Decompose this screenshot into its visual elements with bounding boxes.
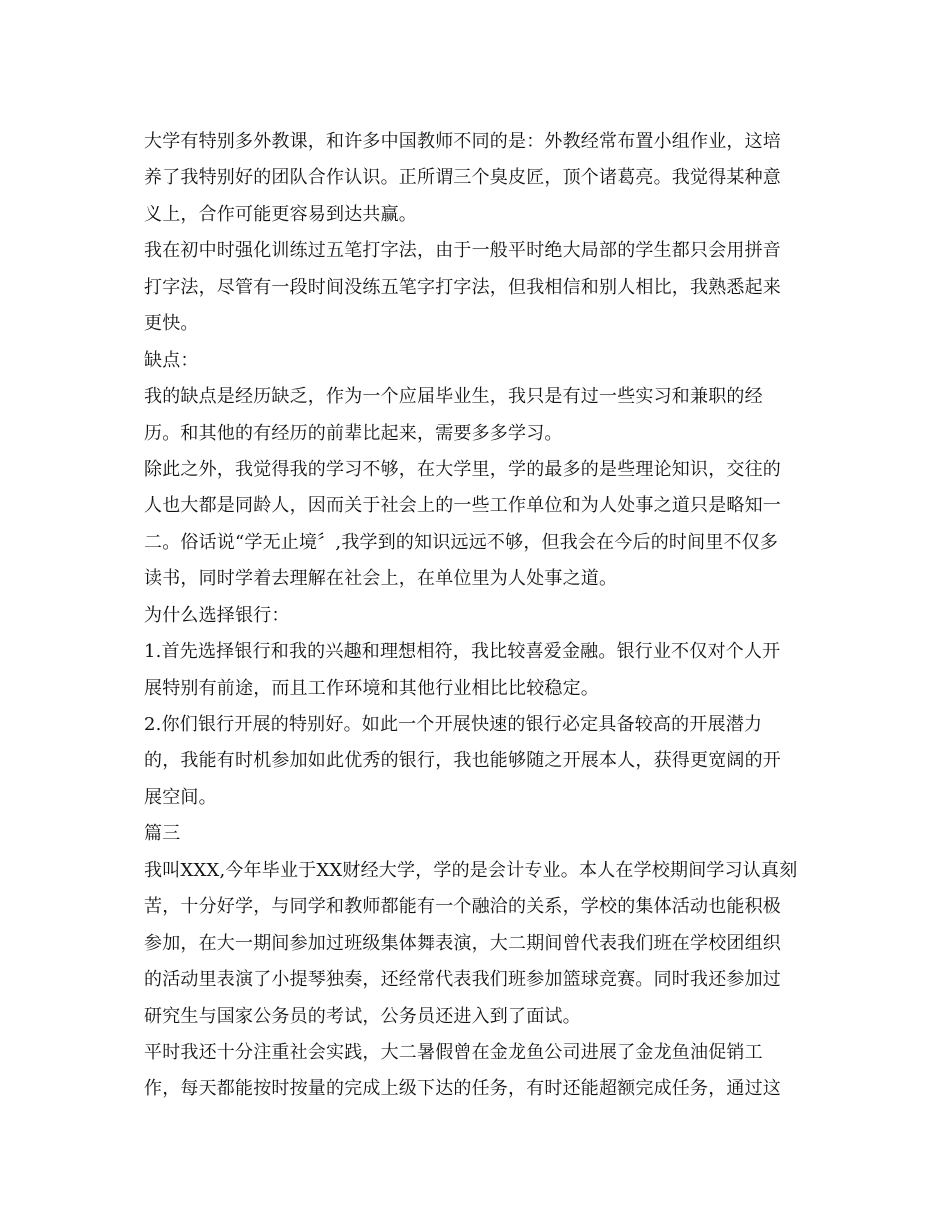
text-line: 2.你们银行开展的特别好。如此一个开展快速的银行必定具备较高的开展潜力 bbox=[144, 714, 763, 735]
document-body bbox=[144, 124, 824, 1108]
section-heading: 缺点： bbox=[144, 349, 199, 371]
text-line: 展空间。 bbox=[144, 786, 217, 808]
text-line: 历。和其他的有经历的前辈比起来，需要多多学习。 bbox=[144, 422, 563, 444]
text-line: 的活动里表演了小提琴独奏，还经常代表我们班参加篮球竞赛。同时我还参加过 bbox=[144, 969, 781, 991]
section-heading: 为什么选择银行： bbox=[144, 604, 290, 626]
text-line: 我的缺点是经历缺乏，作为一个应届毕业生，我只是有过一些实习和兼职的经 bbox=[144, 386, 763, 408]
text-line: 我叫XXX,今年毕业于XX财经大学，学的是会计专业。本人在学校期间学习认真刻 bbox=[144, 859, 798, 881]
text-line: 1.首先选择银行和我的兴趣和理想相符，我比较喜爱金融。银行业不仅对个人开 bbox=[144, 641, 781, 663]
text-line: 的，我能有时机参加如此优秀的银行，我也能够随之开展本人，获得更宽阔的开 bbox=[144, 750, 781, 772]
text-line: 读书，同时学着去理解在社会上，在单位里为人处事之道。 bbox=[144, 568, 618, 590]
text-line: 除此之外，我觉得我的学习不够，在大学里，学的最多的是些理论知识，交往的 bbox=[144, 458, 781, 480]
text-line: 作，每天都能按时按量的完成上级下达的任务，有时还能超额完成任务，通过这 bbox=[144, 1078, 781, 1100]
text-line: 我在初中时强化训练过五笔打字法，由于一般平时绝大局部的学生都只会用拼音 bbox=[144, 240, 781, 262]
text-line: 大学有特别多外教课，和许多中国教师不同的是：外教经常布置小组作业，这培 bbox=[144, 131, 781, 152]
section-heading: 篇三 bbox=[144, 823, 181, 845]
text-line: 养了我特别好的团队合作认识。正所谓三个臭皮匠，顶个诸葛亮。我觉得某种意 bbox=[144, 167, 781, 189]
text-line: 研究生与国家公务员的考试，公务员还进入到了面试。 bbox=[144, 1005, 581, 1027]
text-line: 平时我还十分注重社会实践，大二暑假曾在金龙鱼公司进展了金龙鱼油促销工 bbox=[144, 1041, 763, 1063]
text-line: 更快。 bbox=[144, 313, 199, 335]
text-line: 二。俗话说“学无止境〞,我学到的知识远远不够，但我会在今后的时间里不仅多 bbox=[144, 531, 779, 553]
text-line: 展特别有前途，而且工作环境和其他行业相比比较稳定。 bbox=[144, 677, 599, 699]
text-line: 参加，在大一期间参加过班级集体舞表演，大二期间曾代表我们班在学校团组织 bbox=[144, 932, 781, 954]
text-line: 打字法，尽管有一段时间没练五笔字打字法，但我相信和别人相比，我熟悉起来 bbox=[144, 276, 781, 298]
text-line: 苦，十分好学，与同学和教师都能有一个融洽的关系，学校的集体活动也能积极 bbox=[144, 896, 781, 918]
text-line: 义上，合作可能更容易到达共赢。 bbox=[144, 203, 417, 225]
text-line: 人也大都是同龄人，因而关于社会上的一些工作单位和为人处事之道只是略知一 bbox=[144, 495, 781, 517]
